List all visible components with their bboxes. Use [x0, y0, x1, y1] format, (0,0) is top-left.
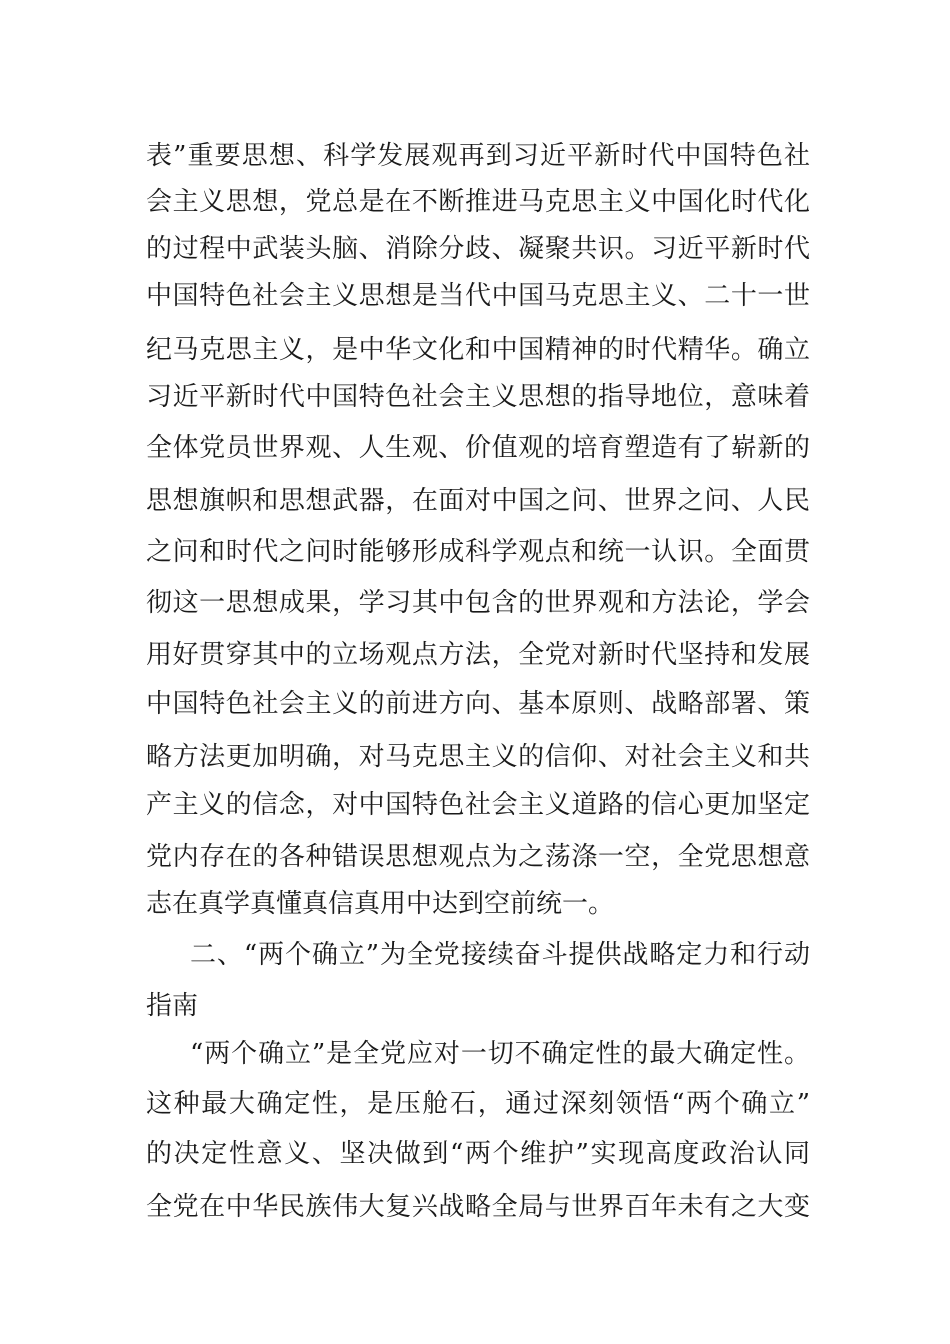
- text-line: 中国特色社会主义思想是当代中国马克思主义、二十一世: [146, 281, 810, 311]
- text-line: 志在真学真懂真信真用中达到空前统一。: [146, 889, 615, 919]
- text-line: 产主义的信念，对中国特色社会主义道路的信心更加坚定: [146, 790, 810, 820]
- text-line: “两个确立”是全党应对一切不确定性的最大确定性。: [190, 1039, 810, 1069]
- text-line: 全党在中华民族伟大复兴战略全局与世界百年未有之大变: [146, 1192, 810, 1222]
- text-line: 用好贯穿其中的立场观点方法，全党对新时代坚持和发展: [146, 640, 810, 670]
- text-line: 全体党员世界观、人生观、价值观的培育塑造有了崭新的: [146, 433, 810, 463]
- text-line: 表”重要思想、科学发展观再到习近平新时代中国特色社: [146, 141, 810, 171]
- text-line: 纪马克思主义，是中华文化和中国精神的时代精华。确立: [146, 335, 810, 365]
- text-line: 的过程中武装头脑、消除分歧、凝聚共识。习近平新时代: [146, 234, 810, 264]
- text-line: 彻这一思想成果，学习其中包含的世界观和方法论，学会: [146, 588, 810, 618]
- text-line: 思想旗帜和思想武器，在面对中国之问、世界之问、人民: [146, 486, 810, 516]
- text-line: 会主义思想，党总是在不断推进马克思主义中国化时代化: [146, 187, 810, 217]
- text-line: 这种最大确定性，是压舱石，通过深刻领悟“两个确立”: [146, 1089, 810, 1119]
- text-line: 党内存在的各种错误思想观点为之荡涤一空，全党思想意: [146, 842, 810, 872]
- text-line: 的决定性意义、坚决做到“两个维护”实现高度政治认同: [146, 1139, 810, 1169]
- text-line: 习近平新时代中国特色社会主义思想的指导地位，意味着: [146, 382, 810, 412]
- section-heading: 二、“两个确立”为全党接续奋斗提供战略定力和行动: [190, 940, 810, 970]
- text-line: 略方法更加明确，对马克思主义的信仰、对社会主义和共: [146, 742, 810, 772]
- text-line: 中国特色社会主义的前进方向、基本原则、战略部署、策: [146, 689, 810, 719]
- section-heading-continued: 指南: [146, 991, 199, 1021]
- text-line: 之问和时代之问时能够形成科学观点和统一认识。全面贯: [146, 537, 810, 567]
